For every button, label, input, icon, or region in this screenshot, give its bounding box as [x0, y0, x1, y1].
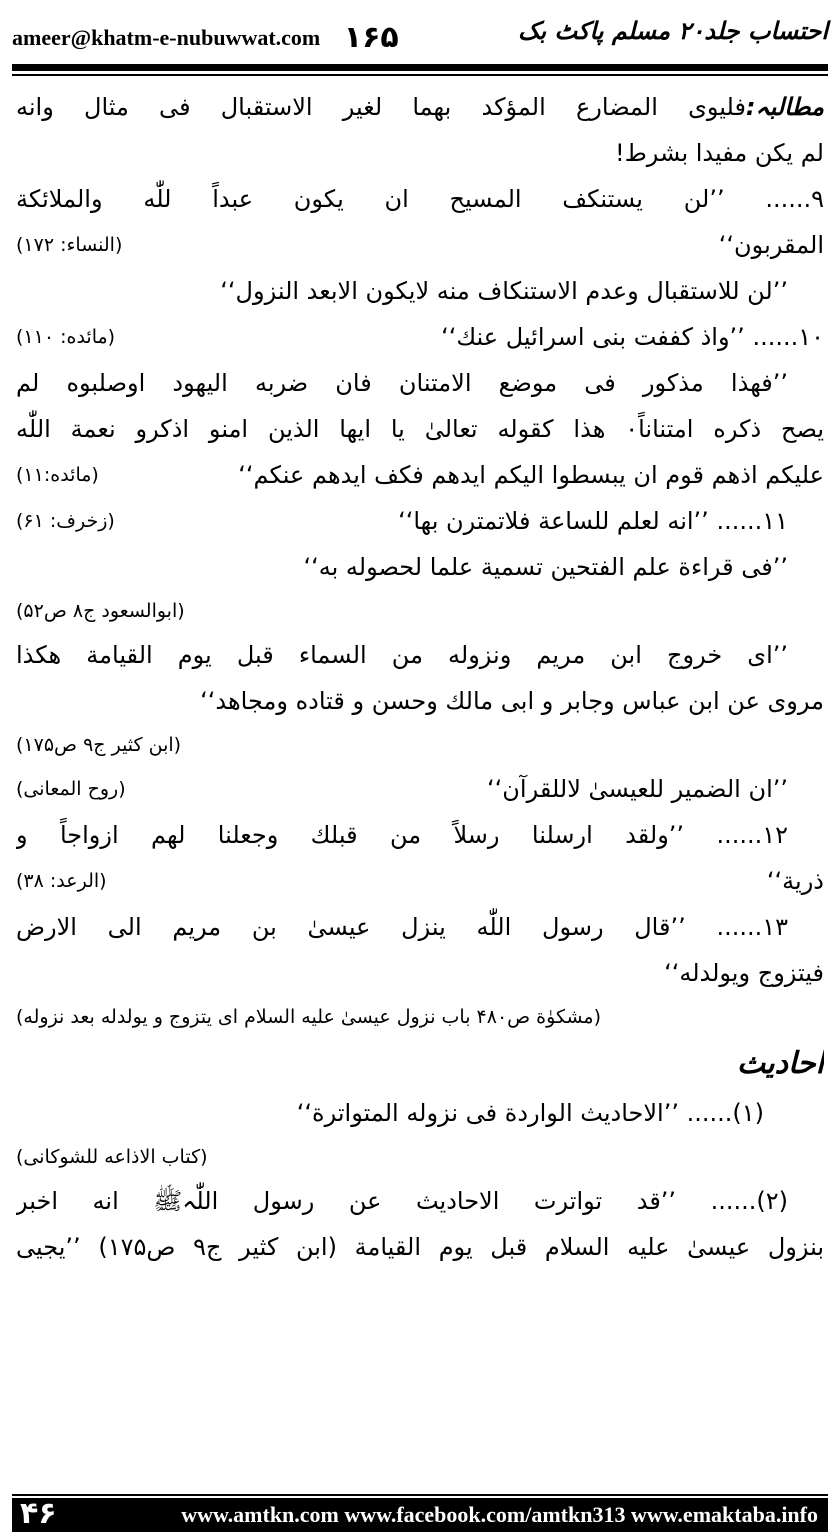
reference-citation: (النساء: ۱۷۲)	[16, 234, 123, 256]
text-line	[16, 130, 824, 176]
header-rule-thin	[12, 74, 828, 76]
footer-links: www.amtkn.com www.facebook.com/amtkn313 www.emaktaba.info	[181, 1502, 818, 1527]
header-book-title: احتساب جلد۲۰ مسلم پاکٹ بک	[518, 16, 828, 45]
page-header	[12, 14, 828, 54]
reference-citation: (مائده: ۱۱۰)	[16, 326, 116, 348]
line-text: ۱۱...... ’’انه لعلم للساعة فلاتمترن بها‘‘	[398, 507, 788, 535]
line-text: ’’لن للاستقبال وعدم الاستنکاف منه لایکون الابعد النزول‘‘	[220, 277, 788, 305]
line-text: (کتاب الاذاعه للشوکانی)	[16, 1146, 208, 1168]
line-text: ذریة‘‘	[766, 867, 824, 895]
line-text: فیتزوج ویولدله‘‘	[664, 959, 824, 987]
line-text: ۱۳...... ’’قال رسول اللّٰه ینزل عیسیٰ بن مریم الی الارض	[16, 913, 788, 941]
text-line	[16, 360, 824, 406]
line-text: (مشکوٰة ص۴۸۰ باب نزول عیسیٰ علیه السلام ای یتزوج و یولدله بعد نزوله)	[16, 1006, 601, 1028]
header-rule-thick	[12, 64, 828, 71]
text-line	[16, 176, 824, 222]
line-text: ’’فهذا مذکور فی موضع الامتنان فان ضربه الیهود اوصلبوه لم	[16, 369, 788, 397]
header-left	[12, 20, 399, 55]
reference-citation: (زخرف: ۶۱)	[16, 510, 115, 532]
text-line	[16, 1224, 824, 1270]
reference-citation: (روح المعانی)	[16, 778, 126, 800]
page-body	[16, 84, 824, 1270]
text-line	[16, 544, 824, 590]
line-text: ۱۰...... ’’واذ کففت بنی اسرائیل عنك‘‘	[441, 323, 824, 351]
line-text: بنزول عیسیٰ علیه السلام قبل یوم القیامة (ابن کثیر ج۹ ص۱۷۵) ’’یجیی	[16, 1233, 824, 1261]
line-text: لم یکن مفیدا بشرط!	[614, 139, 824, 167]
line-text: یصح ذکره امتناناً۰ هذا کقوله تعالیٰ یا ایها الذین امنو اذکرو نعمة اللّٰه	[16, 415, 824, 443]
reference-citation: (مائده:۱۱)	[16, 464, 99, 486]
text-line	[16, 590, 824, 632]
reference-citation: (الرعد: ۳۸)	[16, 870, 107, 892]
text-line	[16, 678, 824, 724]
page-footer	[12, 1498, 828, 1532]
line-text: المقربون‘‘	[718, 231, 824, 259]
header-page-number: ۱۶۵	[343, 20, 399, 55]
text-line	[16, 950, 824, 996]
line-text: ’’ان الضمیر للعیسیٰ لاللقرآن‘‘	[487, 775, 788, 803]
line-text-rest: فلیوی المضارع المؤکد بهما لغیر الاستقبال فی مثال وانه	[16, 93, 746, 121]
line-text: ۹...... ’’لن یستنکف المسیح ان یکون عبداً للّٰه والملائکة	[16, 185, 824, 213]
header-email: ameer@khatm-e-nubuwwat.com	[12, 25, 321, 50]
text-line	[16, 1178, 824, 1224]
line-text: (۲)...... ’’قد تواترت الاحادیث عن رسول اللّٰہﷺ انه اخبر	[16, 1187, 788, 1215]
text-line	[16, 766, 824, 812]
line-text: ’’فی قراءة علم الفتحین تسمیة علما لحصوله به‘‘	[303, 553, 788, 581]
text-line	[16, 812, 824, 858]
text-line	[16, 1038, 824, 1090]
text-line	[16, 222, 824, 268]
text-line	[16, 314, 824, 360]
text-line	[16, 452, 824, 498]
text-line	[16, 498, 824, 544]
line-text: احادیث	[736, 1046, 824, 1081]
line-text: مروی عن ابن عباس وجابر و ابی مالك وحسن و قتاده ومجاهد‘‘	[200, 687, 824, 715]
text-line	[16, 632, 824, 678]
text-line	[16, 1136, 824, 1178]
text-line	[16, 996, 824, 1038]
line-text: علیکم اذهم قوم ان یبسطوا الیکم ایدهم فکف ایدهم عنکم‘‘	[238, 461, 824, 489]
line-text: ’’ای خروج ابن مریم ونزوله من السماء قبل یوم القیامة هکذا	[16, 641, 788, 669]
line-text	[16, 93, 824, 121]
lead-label: مطالبہ:	[745, 93, 824, 121]
line-text: ۱۲...... ’’ولقد ارسلنا رسلاً من قبلك وجعلنا لهم ازواجاً و	[16, 821, 788, 849]
footer-rule	[12, 1494, 828, 1496]
text-line	[16, 84, 824, 130]
text-line	[16, 724, 824, 766]
text-line	[16, 1090, 824, 1136]
text-line	[16, 858, 824, 904]
footer-page-number: ۴۶	[20, 1496, 57, 1531]
text-line	[16, 904, 824, 950]
text-line	[16, 268, 824, 314]
line-text: (ابن کثیر ج۹ ص۱۷۵)	[16, 734, 182, 756]
line-text: (۱)...... ’’الاحادیث الواردة فی نزوله المتواترة‘‘	[296, 1099, 764, 1127]
line-text: (ابوالسعود ج۸ ص۵۲)	[16, 600, 185, 622]
text-line	[16, 406, 824, 452]
